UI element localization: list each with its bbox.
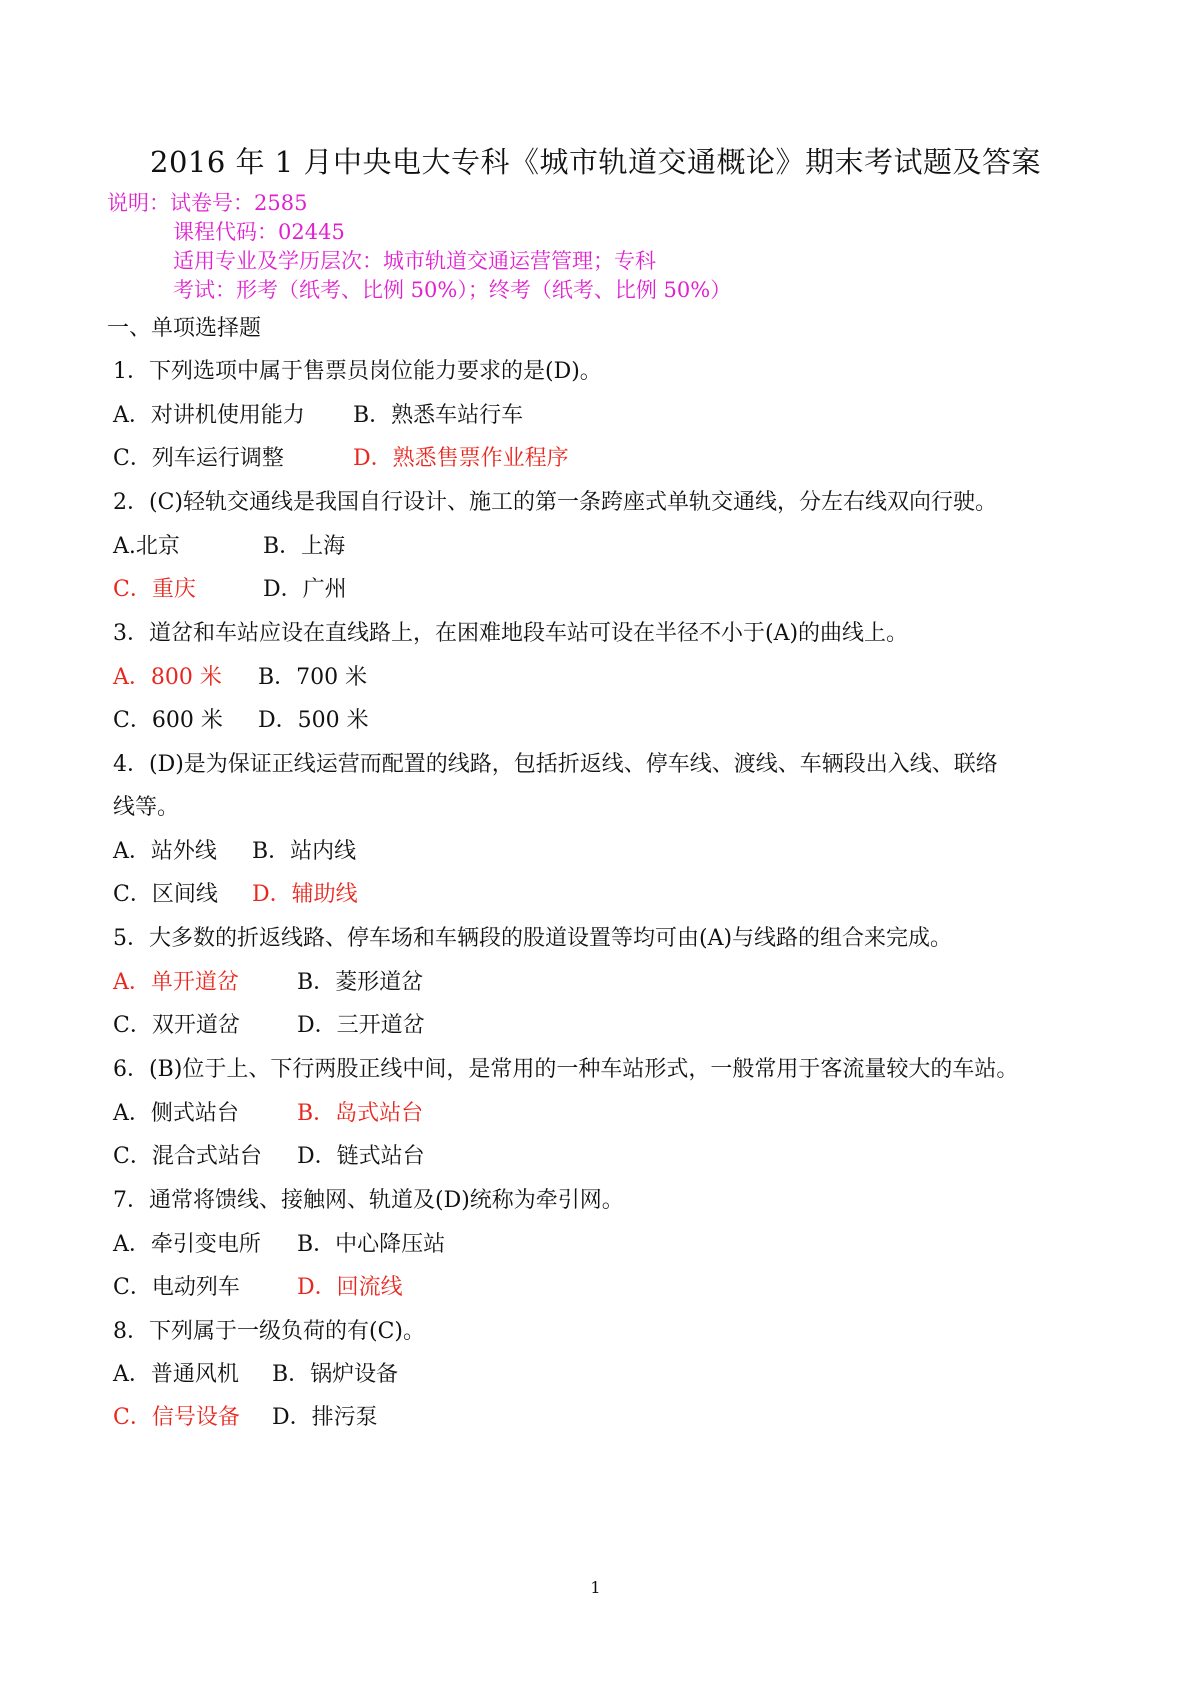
q6-option-a: A．侧式站台 [113,1101,239,1126]
q8-option-a: A．普通风机 [113,1362,239,1387]
q1-option-c: C．列车运行调整 [113,446,284,471]
question-6: 6．(B)位于上、下行两股正线中间，是常用的一种车站形式，一般常用于客流量较大的车站。 [113,1057,1019,1082]
q8-option-b: B．锅炉设备 [272,1362,399,1387]
q2-option-d: D．广州 [263,577,347,602]
question-4: 4．(D)是为保证正线运营而配置的线路，包括折返线、停车线、渡线、车辆段出入线、联络 [113,752,998,777]
q3-option-b: B．700 米 [258,665,368,690]
q3-option-c: C．600 米 [113,708,223,733]
question-1: 1．下列选项中属于售票员岗位能力要求的是(D)。 [113,359,602,384]
question-5: 5．大多数的折返线路、停车场和车辆段的股道设置等均可由(A)与线路的组合来完成。 [113,926,953,951]
exam-format: 考试：形考（纸考、比例 50%）；终考（纸考、比例 50%） [173,278,732,302]
document-title: 2016 年 1 月中央电大专科《城市轨道交通概论》期末考试题及答案 [150,145,1041,179]
q6-option-d: D．链式站台 [297,1144,425,1169]
q5-option-c: C．双开道岔 [113,1013,240,1038]
question-3: 3．道岔和车站应设在直线路上，在困难地段车站可设在半径不小于(A)的曲线上。 [113,621,909,646]
q2-option-c-answer: C．重庆 [113,577,196,602]
question-4-continued: 线等。 [113,795,180,820]
q5-option-a-answer: A．单开道岔 [113,970,239,995]
q7-option-c: C．电动列车 [113,1275,240,1300]
q7-option-b: B．中心降压站 [297,1232,446,1257]
q7-option-d-answer: D．回流线 [297,1275,403,1300]
q8-option-c-answer: C．信号设备 [113,1405,240,1430]
q7-option-a: A．牵引变电所 [113,1232,261,1257]
q8-option-d: D．排污泵 [272,1405,378,1430]
q5-option-b: B．菱形道岔 [297,970,424,995]
q2-option-a: A.北京 [113,534,180,559]
q4-option-d-answer: D．辅助线 [252,882,358,907]
page-number: 1 [590,1578,601,1597]
q6-option-c: C．混合式站台 [113,1144,262,1169]
applicable-major: 适用专业及学历层次：城市轨道交通运营管理；专科 [173,249,656,273]
q4-option-c: C．区间线 [113,882,218,907]
q4-option-b: B．站内线 [252,839,357,864]
q3-option-d: D．500 米 [258,708,369,733]
paper-number: 说明：试卷号：2585 [107,191,308,215]
question-7: 7．通常将馈线、接触网、轨道及(D)统称为牵引网。 [113,1188,624,1213]
course-code: 课程代码：02445 [173,220,345,244]
question-8: 8．下列属于一级负荷的有(C)。 [113,1319,425,1344]
q4-option-a: A．站外线 [113,839,217,864]
section-heading: 一、单项选择题 [107,316,262,341]
q2-option-b: B．上海 [263,534,346,559]
q5-option-d: D．三开道岔 [297,1013,425,1038]
question-2: 2．(C)轻轨交通线是我国自行设计、施工的第一条跨座式单轨交通线，分左右线双向行驶。 [113,490,997,515]
q6-option-b-answer: B．岛式站台 [297,1101,424,1126]
q1-option-d-answer: D．熟悉售票作业程序 [353,446,569,471]
q1-option-a: A．对讲机使用能力 [113,403,305,428]
q3-option-a-answer: A．800 米 [113,665,222,690]
q1-option-b: B．熟悉车站行车 [353,403,524,428]
